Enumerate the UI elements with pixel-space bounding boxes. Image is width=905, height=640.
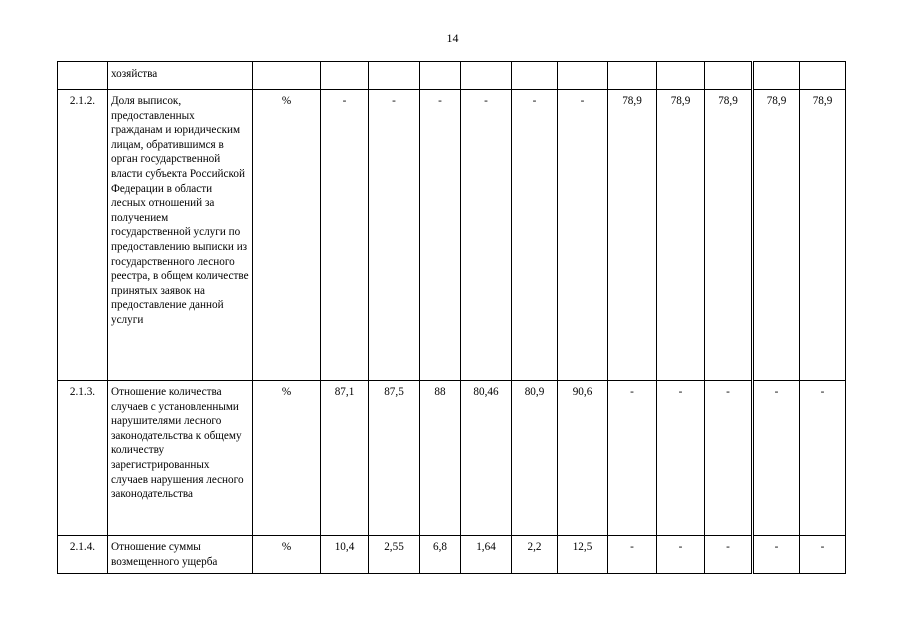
value-cell xyxy=(369,62,420,90)
value-cell: - xyxy=(657,536,705,574)
value-cell: 6,8 xyxy=(420,536,461,574)
unit-cell: % xyxy=(253,381,321,536)
value-cell: 90,6 xyxy=(558,381,608,536)
indicators-table xyxy=(57,61,846,574)
value-cell xyxy=(800,62,846,90)
value-cell: 80,46 xyxy=(461,381,512,536)
value-cell: - xyxy=(512,90,558,381)
value-cell: - xyxy=(369,90,420,381)
unit-cell: % xyxy=(253,536,321,574)
table-row xyxy=(58,536,846,574)
value-cell: 1,64 xyxy=(461,536,512,574)
value-cell: 88 xyxy=(420,381,461,536)
value-cell xyxy=(420,62,461,90)
value-cell xyxy=(558,62,608,90)
indicator-name-cell: Доля выписок, предоставленных гражданам и юридическим лицам, обратившимся в орган государственной власти субъекта Российской Федерации в области лесных отношений за получением государственной услуги по предоставлению выписки из государственного лесного реестра, в общем количестве принятых заявок на предоставление данной услуги xyxy=(108,90,253,381)
value-cell: 2,55 xyxy=(369,536,420,574)
value-cell: - xyxy=(705,536,753,574)
value-cell: 80,9 xyxy=(512,381,558,536)
value-cell xyxy=(512,62,558,90)
value-cell: 10,4 xyxy=(321,536,369,574)
value-cell: 78,9 xyxy=(705,90,753,381)
value-cell: 78,9 xyxy=(753,90,800,381)
table-row xyxy=(58,90,846,381)
value-cell xyxy=(753,62,800,90)
value-cell: - xyxy=(420,90,461,381)
row-number-cell xyxy=(58,62,108,90)
unit-cell xyxy=(253,62,321,90)
value-cell: 78,9 xyxy=(800,90,846,381)
value-cell: - xyxy=(800,381,846,536)
value-cell: 78,9 xyxy=(657,90,705,381)
value-cell: 2,2 xyxy=(512,536,558,574)
value-cell xyxy=(461,62,512,90)
value-cell: - xyxy=(558,90,608,381)
value-cell xyxy=(657,62,705,90)
value-cell: - xyxy=(608,381,657,536)
value-cell: - xyxy=(608,536,657,574)
value-cell: 87,5 xyxy=(369,381,420,536)
value-cell xyxy=(321,62,369,90)
value-cell: 87,1 xyxy=(321,381,369,536)
value-cell: - xyxy=(461,90,512,381)
page-number: 14 xyxy=(446,31,459,45)
value-cell: - xyxy=(705,381,753,536)
row-number-cell: 2.1.4. xyxy=(58,536,108,574)
indicator-name-cell: Отношение суммы возмещенного ущерба xyxy=(108,536,253,574)
table-row xyxy=(58,381,846,536)
value-cell: - xyxy=(800,536,846,574)
row-number-cell: 2.1.3. xyxy=(58,381,108,536)
value-cell: - xyxy=(753,381,800,536)
table-row xyxy=(58,62,846,90)
value-cell: 78,9 xyxy=(608,90,657,381)
unit-cell: % xyxy=(253,90,321,381)
row-number-cell: 2.1.2. xyxy=(58,90,108,381)
indicator-name-cell: хозяйства xyxy=(108,62,253,90)
value-cell xyxy=(705,62,753,90)
indicator-name-cell: Отношение количества случаев с установленными нарушителями лесного законодательства к общему количеству зарегистрированных случаев нарушения лесного законодательства xyxy=(108,381,253,536)
value-cell: 12,5 xyxy=(558,536,608,574)
value-cell xyxy=(608,62,657,90)
value-cell: - xyxy=(657,381,705,536)
value-cell: - xyxy=(753,536,800,574)
value-cell: - xyxy=(321,90,369,381)
